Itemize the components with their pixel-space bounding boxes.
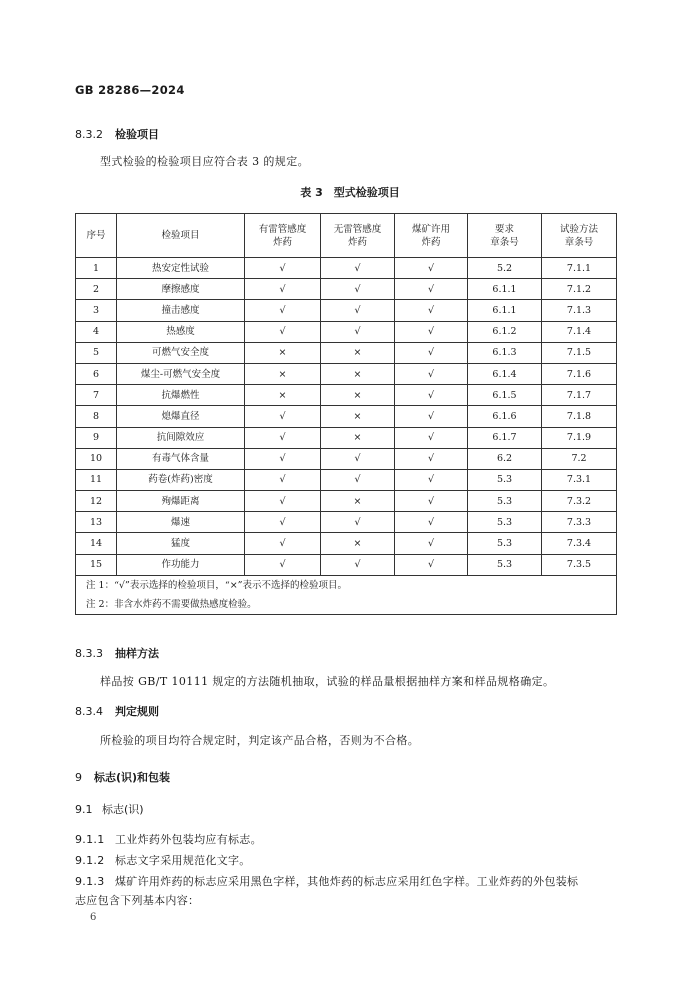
- clause-text: 标志文字采用规范化文字。: [115, 854, 251, 867]
- clause-9-1-3: [75, 873, 578, 889]
- section-number: 9.1: [75, 803, 93, 816]
- table-row: 7 抗爆燃性 × × √ 6.1.5 7.1.7: [76, 385, 617, 406]
- section-9-heading: [75, 769, 170, 785]
- table-row: 3 撞击感度 √ √ √ 6.1.1 7.1.3: [76, 300, 617, 321]
- table-row: 13 爆速 √ √ √ 5.3 7.3.3: [76, 512, 617, 533]
- header-non-detonator-sensitive: 无雷管感度 炸药: [321, 214, 395, 258]
- section-number: 8.3.4: [75, 705, 103, 718]
- section-9-1-heading: [75, 801, 144, 817]
- table-row: 2 摩擦感度 √ √ √ 6.1.1 7.1.2: [76, 279, 617, 300]
- inspection-items-table: [75, 213, 617, 615]
- section-number: 8.3.3: [75, 647, 103, 660]
- clause-text: 工业炸药外包装均应有标志。: [115, 833, 262, 846]
- section-number: 8.3.2: [75, 128, 103, 141]
- header-requirement-clause: 要求 章条号: [468, 214, 542, 258]
- section-title: 判定规则: [115, 705, 159, 718]
- table-note-2: 注 2：非含水炸药不需要做热感度检验。: [76, 595, 617, 615]
- header-detonator-sensitive: 有雷管感度 炸药: [245, 214, 321, 258]
- page-number: 6: [90, 912, 97, 923]
- section-8-3-4-text: 所检验的项目均符合规定时，判定该产品合格，否则为不合格。: [100, 734, 420, 747]
- table-row: 5 可燃气安全度 × × √ 6.1.3 7.1.5: [76, 342, 617, 363]
- section-8-3-4-heading: [75, 703, 159, 719]
- clause-number: 9.1.2: [75, 854, 105, 867]
- section-title: 检验项目: [115, 128, 159, 141]
- table-row: 14 猛度 √ × √ 5.3 7.3.4: [76, 533, 617, 554]
- table-row: 1 热安定性试验 √ √ √ 5.2 7.1.1: [76, 258, 617, 279]
- table-row: 9 抗间隙效应 √ × √ 6.1.7 7.1.9: [76, 427, 617, 448]
- header-coal-mine-permissible: 煤矿许用 炸药: [395, 214, 468, 258]
- header-seq: 序号: [76, 214, 117, 258]
- section-8-3-2-text: 型式检验的检验项目应符合表 3 的规定。: [100, 155, 309, 168]
- section-title: 标志(识): [102, 803, 144, 816]
- clause-9-1-1: [75, 831, 262, 847]
- header-item: 检验项目: [117, 214, 245, 258]
- table-row: 15 作功能力 √ √ √ 5.3 7.3.5: [76, 554, 617, 575]
- table-row: 4 热感度 √ √ √ 6.1.2 7.1.4: [76, 321, 617, 342]
- clause-number: 9.1.1: [75, 833, 105, 846]
- section-title: 抽样方法: [115, 647, 159, 660]
- section-8-3-2-heading: [75, 126, 159, 142]
- table-row: 11 药卷(炸药)密度 √ √ √ 5.3 7.3.1: [76, 469, 617, 490]
- clause-number: 9.1.3: [75, 875, 105, 888]
- table-row: 12 殉爆距离 √ × √ 5.3 7.3.2: [76, 491, 617, 512]
- table-header-row: [76, 214, 617, 258]
- section-title: 标志(识)和包装: [94, 771, 171, 784]
- section-8-3-3-heading: [75, 645, 159, 661]
- clause-text: 煤矿许用炸药的标志应采用黑色字样，其他炸药的标志应采用红色字样。工业炸药的外包装标: [115, 875, 579, 888]
- table-row: 6 煤尘-可燃气安全度 × × √ 6.1.4 7.1.6: [76, 363, 617, 384]
- standard-code: GB 28286—2024: [75, 83, 185, 97]
- table-note-1: 注 1：“√”表示选择的检验项目，“×”表示不选择的检验项目。: [76, 575, 617, 595]
- clause-9-1-3-continued: 志应包含下列基本内容：: [75, 894, 200, 907]
- table-caption: 表 3 型式检验项目: [300, 186, 400, 199]
- table-row: 8 熄爆直径 √ × √ 6.1.6 7.1.8: [76, 406, 617, 427]
- section-8-3-3-text: 样品按 GB/T 10111 规定的方法随机抽取，试验的样品量根据抽样方案和样品规格确定。: [100, 675, 555, 688]
- table-row: 10 有毒气体含量 √ √ √ 6.2 7.2: [76, 448, 617, 469]
- header-test-method-clause: 试验方法 章条号: [542, 214, 617, 258]
- clause-9-1-2: [75, 852, 251, 868]
- section-number: 9: [75, 771, 82, 784]
